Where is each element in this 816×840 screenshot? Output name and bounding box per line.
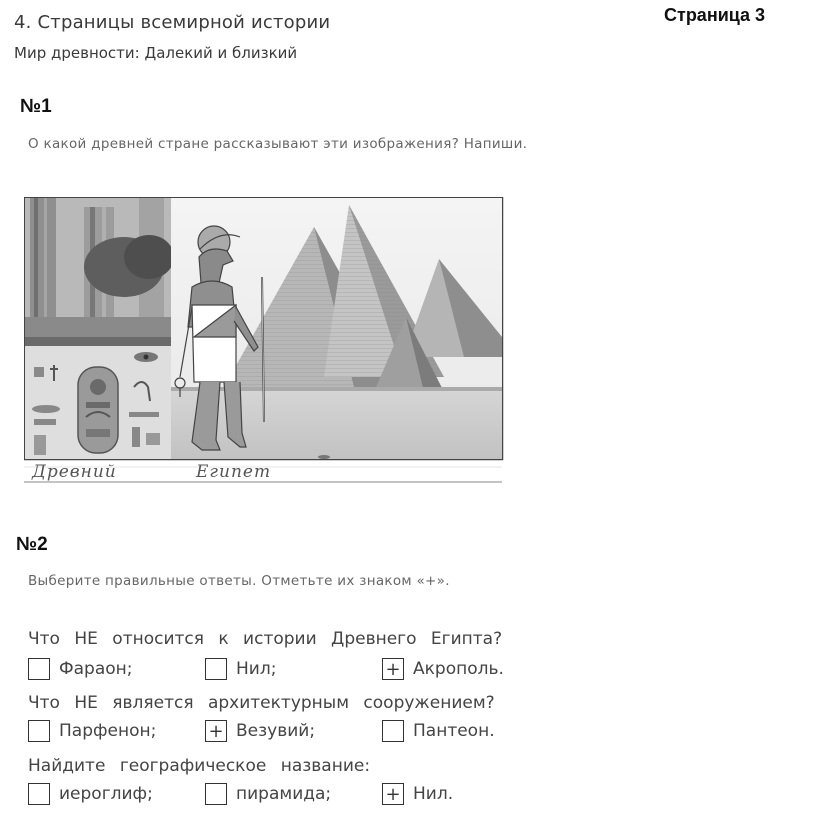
task2-number: №2 xyxy=(16,534,48,555)
checkbox[interactable] xyxy=(28,783,50,805)
checkbox[interactable]: + xyxy=(205,720,227,742)
option-2-2[interactable] xyxy=(205,720,382,742)
temple-columns-image xyxy=(25,198,174,346)
option-label: Парфенон; xyxy=(59,721,157,741)
question-1-options xyxy=(28,655,588,683)
option-1-3[interactable] xyxy=(382,658,504,680)
hieroglyphs-panel xyxy=(25,346,171,459)
question-3-text: Найдите географическое название: xyxy=(28,756,371,776)
checkbox[interactable] xyxy=(382,720,404,742)
handwritten-answer-word2: Египет xyxy=(196,462,272,482)
option-2-3[interactable] xyxy=(382,720,495,742)
question-2-text: Что НЕ является архитектурным сооружением? xyxy=(28,693,495,713)
checkbox[interactable] xyxy=(205,783,227,805)
option-label: иероглиф; xyxy=(59,784,153,804)
option-label: Фараон; xyxy=(59,659,133,679)
question-3-options xyxy=(28,780,588,808)
option-label: Нил; xyxy=(236,659,277,679)
option-3-3[interactable] xyxy=(382,783,453,805)
chapter-subtitle: Мир древности: Далекий и близкий xyxy=(14,44,298,62)
option-3-1[interactable] xyxy=(28,783,205,805)
option-label: Акрополь. xyxy=(413,659,504,679)
task1-number: №1 xyxy=(20,96,52,117)
option-label: Пантеон. xyxy=(413,721,495,741)
page-label: Страница 3 xyxy=(664,5,766,25)
checkbox[interactable] xyxy=(28,720,50,742)
question-1-text: Что НЕ относится к истории Древнего Египта? xyxy=(28,629,503,649)
task2-instruction: Выберите правильные ответы. Отметьте их знаком «+». xyxy=(28,573,450,589)
egypt-illustration xyxy=(24,197,504,487)
option-1-2[interactable] xyxy=(205,658,382,680)
handwritten-answer-word1: Древний xyxy=(32,462,117,482)
option-3-2[interactable] xyxy=(205,783,382,805)
question-2-options xyxy=(28,717,588,745)
checkbox[interactable] xyxy=(205,658,227,680)
option-2-1[interactable] xyxy=(28,720,205,742)
option-label: Нил. xyxy=(413,784,454,804)
checkbox[interactable]: + xyxy=(382,658,404,680)
checkbox[interactable]: + xyxy=(382,783,404,805)
option-1-1[interactable] xyxy=(28,658,205,680)
task1-instruction: О какой древней стране рассказывают эти изображения? Напиши. xyxy=(28,136,528,152)
option-label: Везувий; xyxy=(236,721,316,741)
chapter-title: 4. Страницы всемирной истории xyxy=(14,12,331,33)
checkbox[interactable] xyxy=(28,658,50,680)
option-label: пирамида; xyxy=(236,784,332,804)
